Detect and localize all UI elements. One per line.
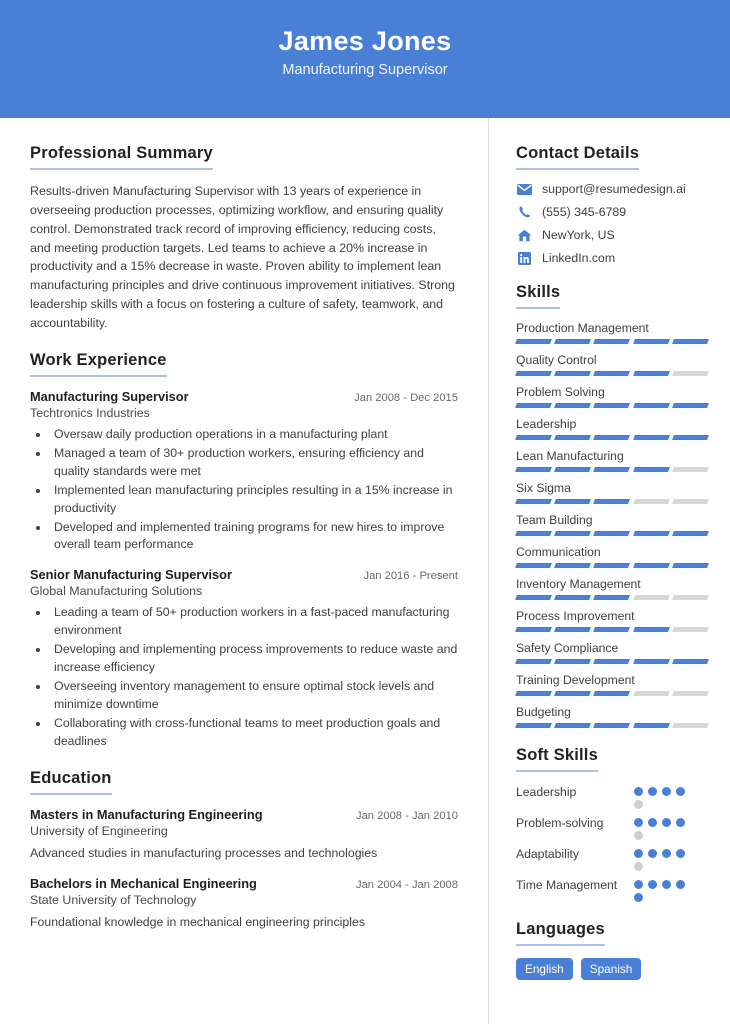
skill-bar-segment	[672, 499, 709, 504]
skill-bar-segment	[593, 435, 630, 440]
section-heading-summary: Professional Summary	[30, 144, 213, 170]
skill-bar-segment	[672, 627, 709, 632]
language-chip[interactable]: English	[516, 958, 573, 980]
skill-bar-segment	[593, 403, 630, 408]
rating-dot	[662, 880, 671, 889]
skill-level-bar	[516, 563, 708, 568]
experience-date: Jan 2016 - Present	[363, 570, 458, 583]
skill-bar-segment	[633, 371, 670, 376]
skill-bar-segment	[593, 659, 630, 664]
skill-bar-segment	[672, 659, 709, 664]
soft-skills-heading-wrap	[516, 746, 708, 772]
skill-bar-segment	[515, 595, 552, 600]
skill-row	[516, 385, 708, 408]
section-skills	[516, 283, 708, 728]
education-entry-header	[30, 876, 458, 891]
skill-bar-segment	[554, 371, 591, 376]
skill-level-bar	[516, 403, 708, 408]
experience-entry	[30, 567, 458, 751]
skill-bar-segment	[593, 563, 630, 568]
skill-row	[516, 609, 708, 632]
skill-label: Team Building	[516, 513, 593, 527]
skill-bar-segment	[672, 595, 709, 600]
soft-skill-row	[516, 784, 708, 809]
phone-icon	[516, 205, 533, 219]
experience-entry-header	[30, 389, 458, 404]
rating-dot	[662, 849, 671, 858]
skill-bar-segment	[515, 659, 552, 664]
skill-bar-segment	[672, 435, 709, 440]
education-description: Foundational knowledge in mechanical engineering principles	[30, 914, 365, 929]
experience-company: Techtronics Industries	[30, 405, 150, 420]
skill-bar-segment	[633, 531, 670, 536]
experience-bullet-list	[50, 426, 458, 555]
rating-dot	[634, 800, 643, 809]
summary-heading-wrap	[30, 144, 458, 170]
section-heading-contact: Contact Details	[516, 144, 639, 170]
skill-bar-segment	[515, 403, 552, 408]
skill-bar-segment	[554, 691, 591, 696]
contact-email-value: support@resumedesign.ai	[542, 182, 686, 196]
contact-heading-wrap	[516, 144, 708, 170]
rating-dot	[634, 880, 643, 889]
skill-label: Production Management	[516, 321, 649, 335]
education-description: Advanced studies in manufacturing processes and technologies	[30, 846, 378, 861]
skill-bar-segment	[593, 595, 630, 600]
skill-level-bar	[516, 723, 708, 728]
skill-label: Problem Solving	[516, 385, 605, 399]
skill-bar-segment	[672, 403, 709, 408]
soft-skill-label: Problem-solving	[516, 816, 604, 830]
linkedin-icon	[516, 251, 533, 265]
list-item: • Leading a team of 50+ production workers in a fast-paced manufacturing environment	[50, 604, 458, 640]
rating-dot	[662, 818, 671, 827]
skill-bar-segment	[515, 627, 552, 632]
rating-dot	[676, 849, 685, 858]
skill-bar-segment	[672, 531, 709, 536]
skill-level-bar	[516, 499, 708, 504]
skill-level-bar	[516, 531, 708, 536]
skill-level-bar	[516, 435, 708, 440]
resume-header	[0, 0, 730, 118]
experience-heading-wrap	[30, 351, 458, 377]
soft-skills-list	[516, 784, 708, 902]
resume-body	[0, 118, 730, 1024]
education-entry-header	[30, 807, 458, 822]
soft-skill-row	[516, 846, 708, 871]
section-work-experience	[30, 351, 458, 751]
skill-bar-segment	[515, 691, 552, 696]
skill-row	[516, 577, 708, 600]
skill-bar-segment	[515, 435, 552, 440]
rating-dot	[634, 893, 643, 902]
skill-bar-segment	[672, 723, 709, 728]
experience-bullet-list	[50, 604, 458, 751]
skill-label: Leadership	[516, 417, 577, 431]
skill-bar-segment	[672, 563, 709, 568]
skill-bar-segment	[554, 467, 591, 472]
rating-dot	[648, 818, 657, 827]
education-date: Jan 2004 - Jan 2008	[355, 878, 458, 891]
list-item: • Managed a team of 30+ production workers, ensuring efficiency and quality standards were met	[50, 445, 458, 481]
soft-skill-label: Leadership	[516, 785, 577, 799]
skill-row	[516, 705, 708, 728]
skill-bar-segment	[554, 723, 591, 728]
section-heading-soft-skills: Soft Skills	[516, 746, 598, 772]
skill-bar-segment	[515, 339, 552, 344]
list-item: • Developed and implemented training programs for new hires to improve overall team performance	[50, 519, 458, 555]
language-chip[interactable]: Spanish	[581, 958, 642, 980]
skill-bar-segment	[515, 531, 552, 536]
skill-bar-segment	[633, 723, 670, 728]
skill-bar-segment	[633, 499, 670, 504]
skill-bar-segment	[633, 563, 670, 568]
section-heading-skills: Skills	[516, 283, 560, 309]
skill-bar-segment	[554, 403, 591, 408]
skill-label: Safety Compliance	[516, 641, 619, 655]
soft-skill-row	[516, 877, 708, 902]
education-entry	[30, 807, 458, 863]
soft-skill-dot-rating	[634, 877, 698, 902]
skill-bar-segment	[515, 723, 552, 728]
rating-dot	[662, 787, 671, 796]
skill-bar-segment	[672, 371, 709, 376]
soft-skill-row	[516, 815, 708, 840]
soft-skill-label: Adaptability	[516, 847, 580, 861]
skill-row	[516, 641, 708, 664]
home-icon	[516, 228, 533, 242]
skill-bar-segment	[554, 659, 591, 664]
contact-item-phone[interactable]	[516, 205, 708, 219]
contact-list	[516, 182, 708, 265]
candidate-job-title: Manufacturing Supervisor	[282, 62, 448, 79]
rating-dot	[648, 849, 657, 858]
section-languages	[516, 920, 708, 980]
skill-bar-segment	[515, 499, 552, 504]
skill-bar-segment	[633, 403, 670, 408]
skill-bar-segment	[554, 435, 591, 440]
contact-location-value: NewYork, US	[542, 228, 615, 242]
rating-dot	[676, 818, 685, 827]
skill-label: Six Sigma	[516, 481, 571, 495]
skill-bar-segment	[554, 595, 591, 600]
experience-entry-header	[30, 567, 458, 582]
skill-bar-segment	[633, 659, 670, 664]
rating-dot	[634, 818, 643, 827]
skill-bar-segment	[593, 723, 630, 728]
education-date: Jan 2008 - Jan 2010	[355, 810, 458, 823]
skill-bar-segment	[633, 691, 670, 696]
skill-level-bar	[516, 659, 708, 664]
list-item: • Implemented lean manufacturing principles resulting in a 15% increase in productivity	[50, 482, 458, 518]
skill-label: Budgeting	[516, 705, 571, 719]
skill-bar-segment	[672, 467, 709, 472]
skill-bar-segment	[554, 531, 591, 536]
skill-bar-segment	[554, 499, 591, 504]
skill-bar-segment	[672, 691, 709, 696]
section-soft-skills	[516, 746, 708, 902]
soft-skill-label: Time Management	[516, 878, 618, 892]
skill-label: Training Development	[516, 673, 635, 687]
skill-bar-segment	[515, 371, 552, 376]
skills-heading-wrap	[516, 283, 708, 309]
language-chip-list	[516, 958, 708, 980]
skill-bar-segment	[593, 499, 630, 504]
left-column	[0, 118, 488, 1024]
skill-level-bar	[516, 339, 708, 344]
contact-item-email[interactable]	[516, 182, 708, 196]
list-item: • Overseeing inventory management to ensure optimal stock levels and minimize downtime	[50, 678, 458, 714]
skill-level-bar	[516, 627, 708, 632]
education-degree: Masters in Manufacturing Engineering	[30, 807, 263, 823]
list-item: • Oversaw daily production operations in a manufacturing plant	[50, 426, 458, 444]
rating-dot	[648, 880, 657, 889]
experience-date: Jan 2008 - Dec 2015	[354, 391, 458, 404]
skill-bar-segment	[554, 563, 591, 568]
skill-bar-segment	[633, 595, 670, 600]
skill-label: Process Improvement	[516, 609, 635, 623]
skill-label: Lean Manufacturing	[516, 449, 624, 463]
skill-bar-segment	[593, 531, 630, 536]
skill-level-bar	[516, 595, 708, 600]
skill-bar-segment	[593, 467, 630, 472]
skill-level-bar	[516, 691, 708, 696]
skill-row	[516, 673, 708, 696]
skill-bar-segment	[554, 627, 591, 632]
education-degree: Bachelors in Mechanical Engineering	[30, 875, 257, 891]
skill-bar-segment	[672, 339, 709, 344]
section-education	[30, 769, 458, 932]
list-item: • Collaborating with cross-functional teams to meet production goals and deadlines	[50, 715, 458, 751]
list-item: • Developing and implementing process improvements to reduce waste and increase efficiency	[50, 641, 458, 677]
skill-bar-segment	[554, 339, 591, 344]
skill-label: Inventory Management	[516, 577, 641, 591]
skill-bar-segment	[593, 339, 630, 344]
skill-row	[516, 449, 708, 472]
section-heading-education: Education	[30, 769, 112, 795]
education-school: University of Engineering	[30, 824, 168, 839]
rating-dot	[648, 787, 657, 796]
skill-bar-segment	[633, 627, 670, 632]
contact-item-location[interactable]	[516, 228, 708, 242]
skill-bar-segment	[593, 627, 630, 632]
skill-row	[516, 545, 708, 568]
contact-linkedin-value: LinkedIn.com	[542, 251, 616, 265]
section-contact-details	[516, 144, 708, 265]
skill-bar-segment	[633, 435, 670, 440]
candidate-name: James Jones	[278, 26, 452, 56]
soft-skill-dot-rating	[634, 784, 698, 809]
rating-dot	[676, 880, 685, 889]
skill-level-bar	[516, 371, 708, 376]
skill-row	[516, 321, 708, 344]
skill-row	[516, 513, 708, 536]
experience-role: Manufacturing Supervisor	[30, 388, 189, 404]
soft-skill-dot-rating	[634, 815, 698, 840]
experience-role: Senior Manufacturing Supervisor	[30, 567, 232, 583]
skill-label: Quality Control	[516, 353, 597, 367]
rating-dot	[634, 787, 643, 796]
skill-bar-segment	[515, 467, 552, 472]
skill-row	[516, 417, 708, 440]
rating-dot	[634, 831, 643, 840]
skill-row	[516, 481, 708, 504]
skills-list	[516, 321, 708, 728]
education-school: State University of Technology	[30, 892, 197, 907]
rating-dot	[634, 849, 643, 858]
rating-dot	[634, 862, 643, 871]
skill-row	[516, 353, 708, 376]
experience-company: Global Manufacturing Solutions	[30, 584, 203, 599]
right-column	[489, 118, 730, 1024]
section-heading-experience: Work Experience	[30, 351, 167, 377]
section-heading-languages: Languages	[516, 920, 605, 946]
skill-bar-segment	[515, 563, 552, 568]
skill-bar-segment	[593, 691, 630, 696]
summary-text: Results-driven Manufacturing Supervisor with 13 years of experience in overseeing production processes, optimizing workflow, and ensuring quality control. Demonstrated track record of improving efficiency, reducing costs, and meeting production targets. Led teams to achieve a 20% increase in productivity and a 15% decrease in waste. Proven ability to implement lean manufacturing principles and drive continuous improvement initiatives. Strong leadership skills with a focus on fostering a culture of safety, teamwork, and accountability.	[30, 184, 455, 330]
soft-skill-dot-rating	[634, 846, 698, 871]
contact-item-linkedin[interactable]	[516, 251, 708, 265]
skill-bar-segment	[633, 467, 670, 472]
education-heading-wrap	[30, 769, 458, 795]
contact-phone-value: (555) 345-6789	[542, 205, 627, 219]
skill-level-bar	[516, 467, 708, 472]
education-entry	[30, 876, 458, 932]
skill-bar-segment	[633, 339, 670, 344]
envelope-icon	[516, 182, 533, 196]
rating-dot	[676, 787, 685, 796]
experience-entry	[30, 389, 458, 555]
section-professional-summary	[30, 144, 458, 333]
skill-label: Communication	[516, 545, 601, 559]
skill-bar-segment	[593, 371, 630, 376]
languages-heading-wrap	[516, 920, 708, 946]
